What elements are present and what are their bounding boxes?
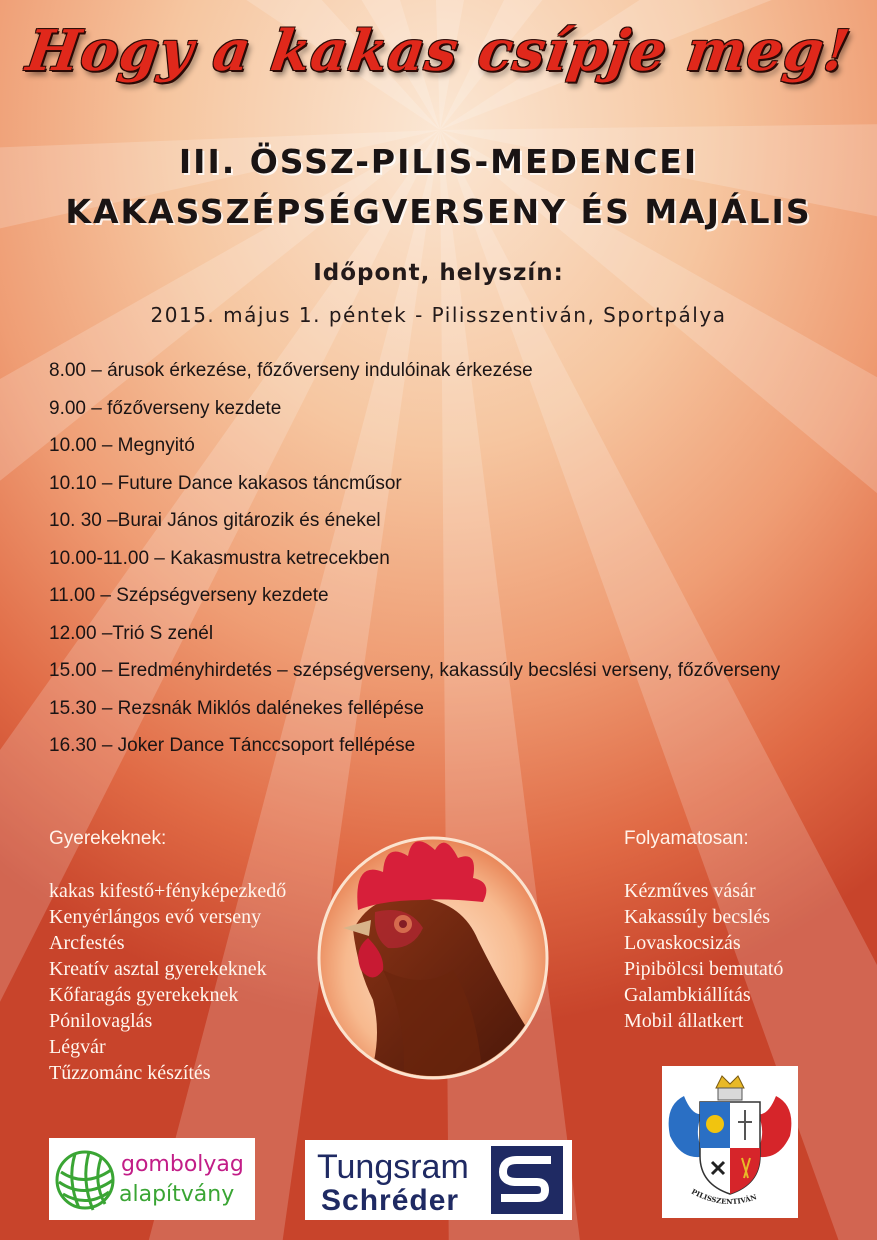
schedule-item: 10.00 – Megnyitó <box>49 435 195 456</box>
kids-item: Tűzzománc készítés <box>49 1062 211 1084</box>
date-place: 2015. május 1. péntek - Pilisszentiván, Sportpálya <box>150 303 727 327</box>
schedule-item: 8.00 – árusok érkezése, főzőverseny indulóinak érkezése <box>49 360 533 381</box>
schreder-text: Schréder <box>321 1184 460 1217</box>
kids-heading: Gyerekeknek: <box>49 828 167 849</box>
yarn-ball-icon <box>53 1148 117 1212</box>
kids-item: Kenyérlángos evő verseny <box>49 906 262 928</box>
schedule-item: 10.10 – Future Dance kakasos táncműsor <box>49 472 402 494</box>
tungsram-schreder-logo <box>305 1140 572 1220</box>
continuous-item: Pipibölcsi bemutató <box>624 958 784 980</box>
continuous-item: Mobil állatkert <box>624 1010 744 1032</box>
continuous-item: Kakassúly becslés <box>624 906 771 928</box>
kids-list <box>49 878 286 1086</box>
event-title-line-2: KAKASSZÉPSÉGVERSENY ÉS MAJÁLIS <box>65 192 812 231</box>
schedule-item: 11.00 – Szépségverseny kezdete <box>49 585 329 606</box>
continuous-item: Lovaskocsizás <box>624 932 741 954</box>
kids-item: Pónilovaglás <box>49 1010 153 1032</box>
continuous-item: Kézműves vásár <box>624 880 756 902</box>
continuous-list <box>624 878 783 1034</box>
alapitvany-text: alapítvány <box>119 1182 235 1207</box>
schedule-item: 9.00 – főzőverseny kezdete <box>49 397 282 419</box>
headline: Hogy a kakas csípje meg! <box>22 18 855 84</box>
crest-caption: PILISSZENTIVÁN <box>689 1186 758 1207</box>
schreder-s-icon <box>491 1146 563 1214</box>
schedule-item: 10. 30 –Burai János gitározik és énekel <box>49 510 381 531</box>
coat-of-arms-icon <box>662 1066 798 1218</box>
time-place-heading: Időpont, helyszín: <box>313 260 564 286</box>
kids-item: Kreatív asztal gyerekeknek <box>49 958 267 980</box>
kids-item: Légvár <box>49 1036 106 1058</box>
pilisszentivan-crest <box>662 1066 798 1218</box>
schedule-item: 15.30 – Rezsnák Miklós dalénekes fellépése <box>49 697 424 719</box>
continuous-item: Galambkiállítás <box>624 984 751 1006</box>
schedule-item: 15.00 – Eredményhirdetés – szépségverseny, kakassúly becslési verseny, főzőverseny <box>49 660 781 681</box>
kids-item: Kőfaragás gyerekeknek <box>49 984 239 1006</box>
gombolyag-logo <box>49 1138 255 1220</box>
kids-item: kakas kifestő+fényképezkedő <box>49 880 287 902</box>
schedule-list <box>49 356 780 769</box>
continuous-heading: Folyamatosan: <box>624 828 749 849</box>
event-title-line-1: III. ÖSSZ-PILIS-MEDENCEI <box>178 142 699 181</box>
schedule-item: 16.30 – Joker Dance Tánccsoport fellépése <box>49 735 416 756</box>
schedule-item: 12.00 –Trió S zenél <box>49 622 214 644</box>
schedule-item: 10.00-11.00 – Kakasmustra ketrecekben <box>49 547 390 569</box>
kids-item: Arcfestés <box>49 932 125 954</box>
tungsram-text: Tungsram <box>317 1148 469 1186</box>
gombolyag-text: gombolyag <box>121 1152 244 1177</box>
rooster-image <box>313 820 553 1082</box>
